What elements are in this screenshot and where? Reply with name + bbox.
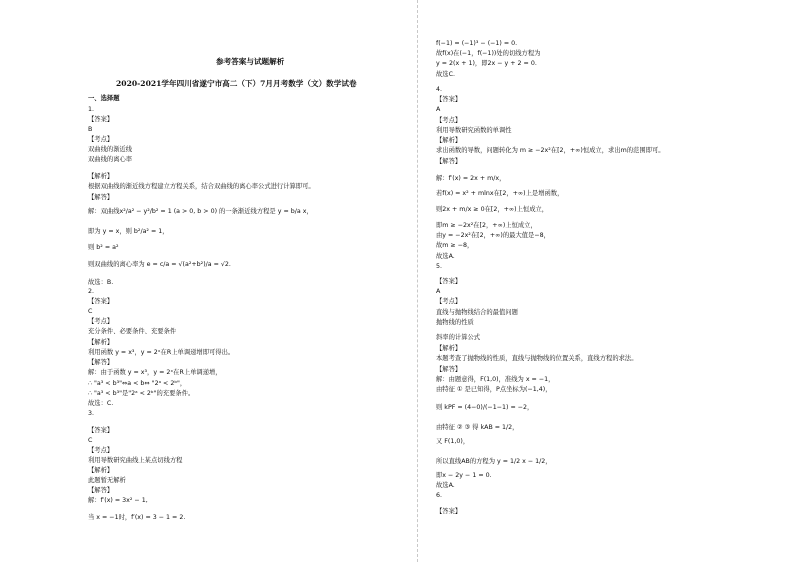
- column-divider: [417, 0, 418, 562]
- question-line: 直线与抛物线结合的最值问题: [436, 309, 518, 316]
- question-line: 【考点】: [88, 447, 114, 454]
- question-line: 则 kPF = (4−0)/(−1−1) = −2，: [436, 404, 534, 411]
- question-line: 2.: [88, 288, 95, 295]
- question-line: 【答案】: [88, 298, 114, 305]
- question-line: 又 F(1,0)，: [436, 438, 470, 445]
- question-line: 5.: [436, 263, 443, 270]
- exam-title: 2020-2021学年四川省遂宁市高二（下）7月月考数学（文）数学试卷: [116, 79, 357, 88]
- question-line: 即为 y = x，则 b²/a² = 1，: [88, 228, 169, 235]
- question-line: 由特征 ② ③ 得 kAB = 1/2，: [436, 424, 519, 431]
- question-line: 利用函数 y = x³，y = 2ˣ在R上单调递增即可得出。: [88, 349, 235, 356]
- question-line: 【解析】: [436, 345, 462, 352]
- question-line: 本题考查了抛物线的性质，直线与抛物线的位置关系，直线方程的求法。: [436, 355, 638, 362]
- answer-header-title: 参考答案与试题解析: [216, 57, 285, 66]
- question-line: C: [88, 437, 93, 444]
- question-line: 解：由题意得，F(1,0)，准线为 x = −1，: [436, 376, 555, 383]
- question-line: 故选A.: [436, 253, 455, 260]
- question-line: 【答案】: [436, 96, 462, 103]
- question-line: 【答案】: [88, 427, 114, 434]
- question-line: 即x − 2y − 1 = 0.: [436, 472, 492, 479]
- question-line: 【答案】: [88, 116, 114, 123]
- question-line: 故f(x)在(−1，f(−1))处的切线方程为: [436, 50, 541, 57]
- question-line: 则 b² = a²: [88, 244, 119, 251]
- question-line: 【解答】: [436, 158, 462, 165]
- question-line: 抛物线的性质: [436, 319, 474, 326]
- question-line: 故m ≥ −8，: [436, 242, 474, 249]
- question-line: 则2x + m/x ≥ 0在[2，+∞)上恒成立，: [436, 206, 549, 213]
- question-line: 解：f′(x) = 2x + m/x，: [436, 175, 506, 182]
- question-line: 即m ≥ −2x²在[2，+∞)上恒成立，: [436, 222, 537, 229]
- section-heading: 一、选择题: [88, 95, 120, 102]
- question-line: 则双曲线的离心率为 e = c/a = √(a²+b²)/a = √2.: [88, 261, 231, 268]
- question-line: 【解析】: [88, 173, 114, 180]
- question-line: 充分条件、必要条件、充要条件: [88, 328, 177, 335]
- question-line: 斜率的计算公式: [436, 334, 481, 341]
- question-line: C: [88, 308, 93, 315]
- question-line: 【解答】: [88, 359, 114, 366]
- question-line: 解：由于函数 y = x³，y = 2ˣ在R上单调递增，: [88, 369, 222, 376]
- question-line: 由特征 ① 是已知得，P点坐标为(−1,4)，: [436, 386, 552, 393]
- question-line: 故选A.: [436, 482, 455, 489]
- question-line: y = 2(x + 1)，即2x − y + 2 = 0.: [436, 60, 537, 67]
- question-line: 【解答】: [88, 487, 114, 494]
- question-line: 故选：B.: [88, 279, 114, 286]
- question-line: 【解析】: [88, 467, 114, 474]
- question-line: 【考点】: [88, 136, 114, 143]
- question-line: ∴ "a³ < b³"⇔a < b⇔ "2ᵃ < 2ᵇ"，: [88, 380, 187, 387]
- question-line: 当 x = −1时，f′(x) = 3 − 1 = 2.: [88, 514, 186, 521]
- question-line: 【解答】: [88, 194, 114, 201]
- question-line: A: [436, 288, 441, 295]
- question-line: f(−1) = (−1)³ − (−1) = 0.: [436, 40, 518, 47]
- question-line: 1.: [88, 106, 95, 113]
- question-line: 双曲线的离心率: [88, 156, 133, 163]
- question-line: 由y = −2x²在[2，+∞)的最大值是−8，: [436, 232, 550, 239]
- question-line: 故选：C.: [88, 400, 114, 407]
- question-line: 【考点】: [436, 298, 462, 305]
- question-line: 根据双曲线的渐近线方程建立方程关系，结合双曲线的离心率公式进行计算即可。: [88, 183, 315, 190]
- question-line: 【解答】: [436, 366, 462, 373]
- question-line: 解：双曲线x²/a² − y²/b² = 1 (a > 0, b > 0) 的一条渐近线方程是 y = b/a x，: [88, 208, 313, 215]
- question-line: 【答案】: [436, 278, 462, 285]
- question-line: 利用导数研究曲线上某点切线方程: [88, 457, 183, 464]
- question-line: 3.: [88, 410, 95, 417]
- question-line: A: [436, 106, 441, 113]
- question-line: 【考点】: [88, 318, 114, 325]
- question-line: 4.: [436, 86, 443, 93]
- question-line: 双曲线的渐近线: [88, 146, 133, 153]
- question-line: 利用导数研究函数的单调性: [436, 127, 512, 134]
- question-line: 此题暂无解析: [88, 477, 126, 484]
- question-line: 6.: [436, 492, 443, 499]
- question-line: 【答案】: [436, 508, 462, 515]
- question-line: 故选C.: [436, 71, 455, 78]
- question-line: ∴ "a³ < b³"是"2ᵃ < 2ᵇ"的充要条件。: [88, 390, 195, 397]
- question-line: 求出函数的导数，问题转化为 m ≥ −2x²在[2，+∞)恒成立，求出m的范围即可。: [436, 147, 665, 154]
- question-line: 【解析】: [436, 137, 462, 144]
- question-line: 【考点】: [436, 117, 462, 124]
- question-line: B: [88, 126, 93, 133]
- question-line: 【解析】: [88, 339, 114, 346]
- question-line: 解：f′(x) = 3x² − 1,: [88, 497, 148, 504]
- question-line: 所以直线AB的方程为 y = 1/2 x − 1/2，: [436, 458, 552, 465]
- question-line: 若f(x) = x² + mlnx在[2，+∞)上是增函数，: [436, 190, 564, 197]
